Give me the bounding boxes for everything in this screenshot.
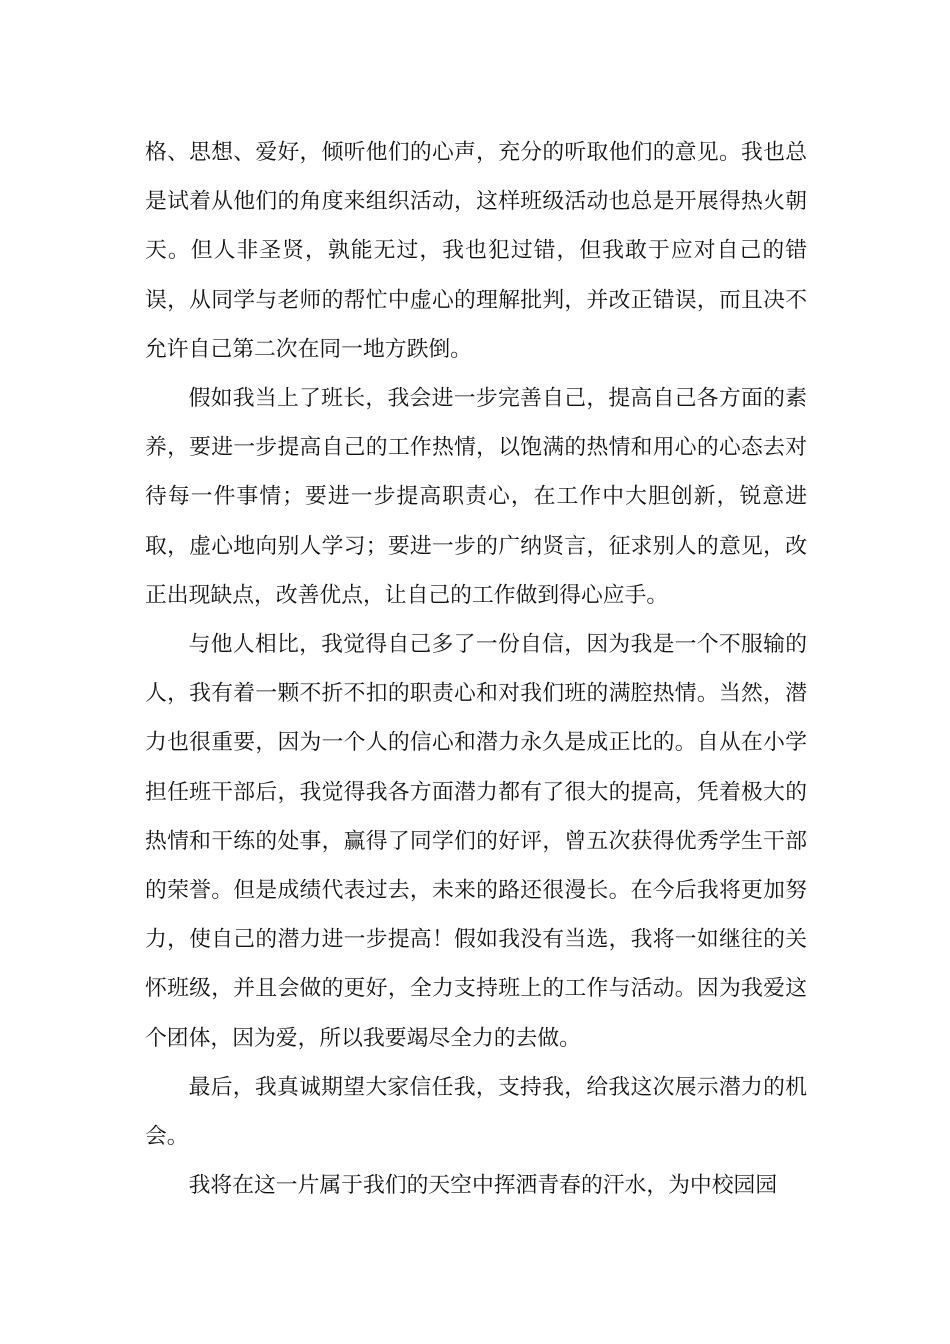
paragraph-2: 假如我当上了班长，我会进一步完善自己，提高自己各方面的素养，要进一步提高自己的工作热情，以饱满的热情和用心的心态去对待每一件事情；要进一步提高职责心，在工作中大胆创新，锐意进取，虚心地向别人学习；要进一步的广纳贤言，征求别人的意见，改正出现缺点，改善优点，让自己的工作做到得心应手。 [145, 386, 807, 608]
document-body [145, 128, 807, 1210]
paragraph-3: 与他人相比，我觉得自己多了一份自信，因为我是一个不服输的人，我有着一颗不折不扣的职责心和对我们班的满腔热情。当然，潜力也很重要，因为一个人的信心和潜力永久是成正比的。自从在小学担任班干部后，我觉得我各方面潜力都有了很大的提高，凭着极大的热情和干练的处事，赢得了同学们的好评，曾五次获得优秀学生干部的荣誉。但是成绩代表过去，未来的路还很漫长。在今后我将更加努力，使自己的潜力进一步提高！假如我没有当选，我将一如继往的关怀班级，并且会做的更好，全力支持班上的工作与活动。因为我爱这个团体，因为爱，所以我要竭尽全力的去做。 [145, 632, 807, 1051]
paragraph-5: 我将在这一片属于我们的天空中挥洒青春的汗水，为中校园园 [188, 1173, 778, 1199]
paragraph-1: 格、思想、爱好，倾听他们的心声，充分的听取他们的意见。我也总是试着从他们的角度来组织活动，这样班级活动也总是开展得热火朝天。但人非圣贤，孰能无过，我也犯过错，但我敢于应对自己的错误，从同学与老师的帮忙中虚心的理解批判，并改正错误，而且决不允许自己第二次在同一地方跌倒。 [145, 140, 807, 362]
paragraph-4: 最后，我真诚期望大家信任我，支持我，给我这次展示潜力的机会。 [145, 1074, 807, 1150]
